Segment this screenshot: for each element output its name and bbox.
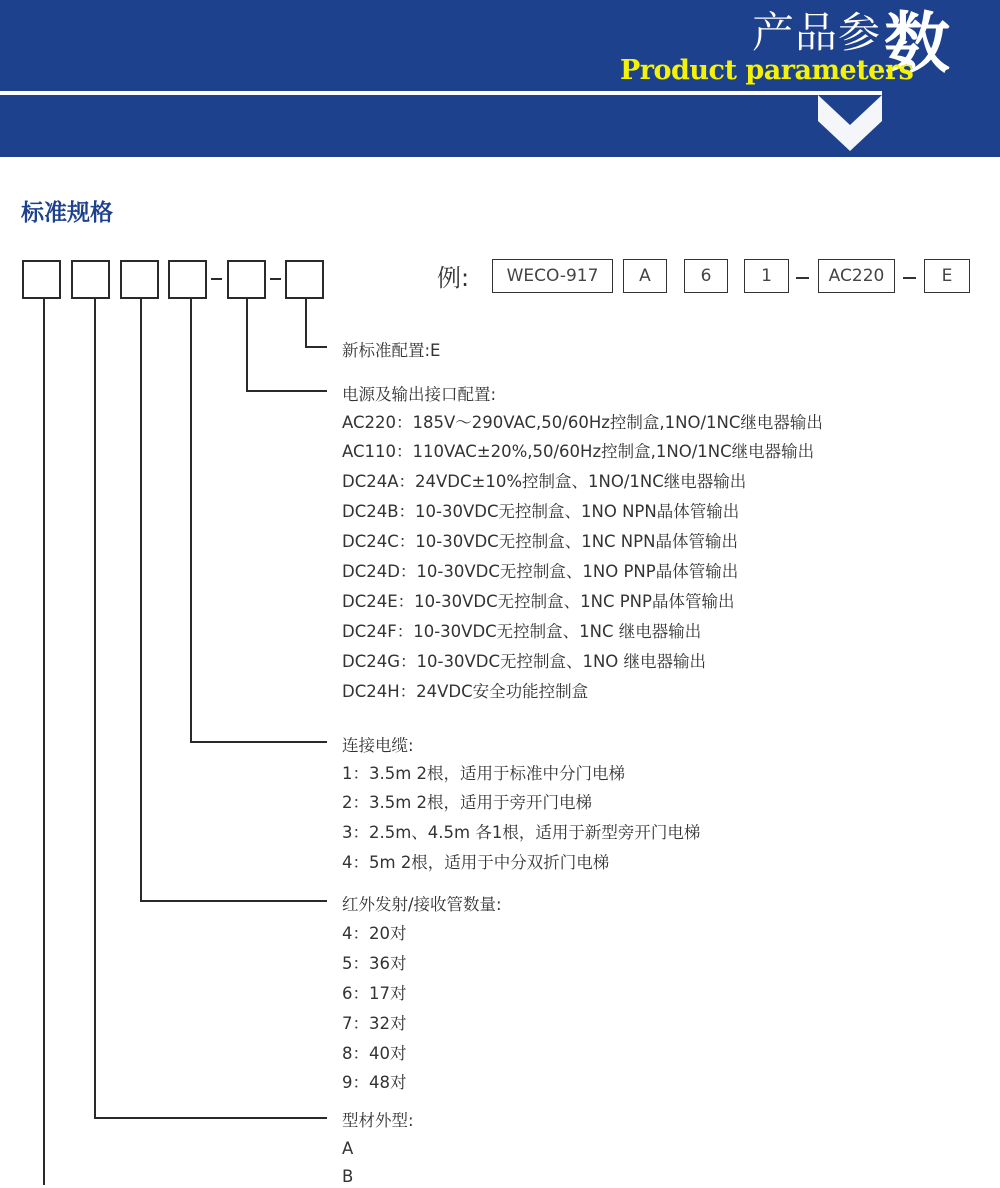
list-item: DC24F：10-30VDC无控制盒、1NC 继电器输出 xyxy=(342,622,702,641)
header-title-en: Product parameters xyxy=(620,55,914,86)
list-item: 8：40对 xyxy=(342,1044,407,1063)
list-item: 9：48对 xyxy=(342,1073,407,1092)
list-item: 2：3.5m 2根，适用于旁开门电梯 xyxy=(342,793,593,812)
list-item: 4：20对 xyxy=(342,924,407,943)
example-part-profile: A xyxy=(623,259,667,293)
example-part-ir: 6 xyxy=(684,259,728,293)
list-item: 6：17对 xyxy=(342,984,407,1003)
list-item: 5：36对 xyxy=(342,954,407,973)
list-item: DC24B：10-30VDC无控制盒、1NO NPN晶体管输出 xyxy=(342,502,740,521)
code-dash xyxy=(211,278,222,280)
header-title-cn-last: 数 xyxy=(884,5,950,82)
example-part-cable: 1 xyxy=(744,259,789,293)
code-box-1 xyxy=(22,260,61,299)
example-dash xyxy=(796,277,809,279)
chevron-down-icon xyxy=(818,95,882,151)
section-title: 标准规格 xyxy=(21,200,113,226)
code-dash xyxy=(270,278,281,280)
list-item: 7：32对 xyxy=(342,1014,407,1033)
connector-vline xyxy=(94,297,96,1119)
example-dash xyxy=(903,277,916,279)
connector-hline xyxy=(305,346,327,348)
list-item: DC24G：10-30VDC无控制盒、1NO 继电器输出 xyxy=(342,652,707,671)
connector-vline xyxy=(140,297,142,902)
header-divider xyxy=(0,91,882,95)
list-item: DC24E：10-30VDC无控制盒、1NC PNP晶体管输出 xyxy=(342,592,735,611)
list-item: DC24C：10-30VDC无控制盒、1NC NPN晶体管输出 xyxy=(342,532,738,551)
connector-hline xyxy=(190,741,327,743)
list-item: B xyxy=(342,1167,354,1186)
code-box-2 xyxy=(71,260,110,299)
connector-hline xyxy=(246,390,327,392)
connector-hline xyxy=(140,900,327,902)
example-part-model: WECO-917 xyxy=(492,259,613,293)
code-box-5 xyxy=(227,260,266,299)
list-item: 3：2.5m、4.5m 各1根，适用于新型旁开门电梯 xyxy=(342,823,701,842)
code-box-6 xyxy=(285,260,324,299)
header-title-cn: 产品参 xyxy=(752,8,882,57)
connector-vline xyxy=(305,297,307,347)
list-item: A xyxy=(342,1139,354,1158)
group-title: 连接电缆: xyxy=(342,736,414,755)
header-banner xyxy=(0,0,1000,157)
example-part-power: AC220 xyxy=(818,259,895,293)
example-label: 例: xyxy=(437,264,470,292)
list-item: 4：5m 2根，适用于中分双折门电梯 xyxy=(342,853,610,872)
code-box-3 xyxy=(120,260,159,299)
list-item: AC110：110VAC±20%,50/60Hz控制盒,1NO/1NC继电器输出 xyxy=(342,442,815,461)
list-item: DC24H：24VDC安全功能控制盒 xyxy=(342,682,589,701)
list-item: DC24A：24VDC±10%控制盒、1NO/1NC继电器输出 xyxy=(342,472,747,491)
group-title: 电源及输出接口配置: xyxy=(342,385,497,404)
group-title: 型材外型: xyxy=(342,1111,414,1130)
list-item: 1：3.5m 2根，适用于标准中分门电梯 xyxy=(342,764,626,783)
connector-vline xyxy=(246,297,248,391)
connector-vline xyxy=(190,297,192,743)
group-title: 红外发射/接收管数量: xyxy=(342,895,502,914)
code-box-4 xyxy=(168,260,207,299)
example-part-config: E xyxy=(924,259,970,293)
list-item: DC24D：10-30VDC无控制盒、1NO PNP晶体管输出 xyxy=(342,562,739,581)
connector-vline xyxy=(43,297,45,1185)
group-title: 新标准配置:E xyxy=(342,341,441,360)
connector-hline xyxy=(94,1117,327,1119)
list-item: AC220：185V～290VAC,50/60Hz控制盒,1NO/1NC继电器输出 xyxy=(342,413,823,432)
